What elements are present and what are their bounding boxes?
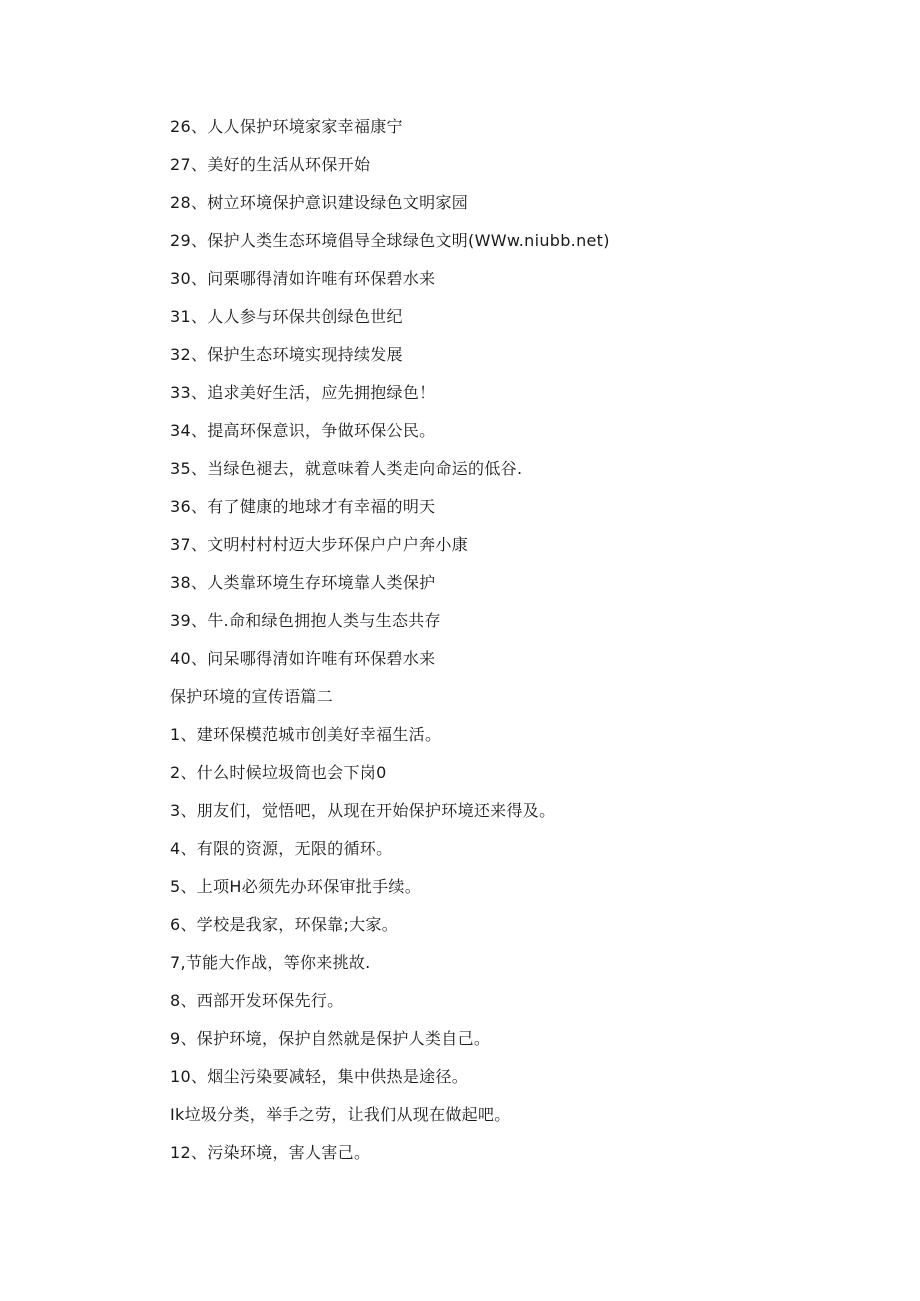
- slogan-item: 37、文明村村村迈大步环保户户户奔小康: [170, 535, 469, 554]
- slogan-item: 40、问呆哪得清如许唯有环保碧水来: [170, 649, 436, 668]
- slogan-item: 1、建环保模范城市创美好幸福生活。: [170, 725, 442, 744]
- slogan-item: 33、追求美好生活，应先拥抱绿色！: [170, 383, 436, 402]
- slogan-item: 4、有限的资源，无限的循环。: [170, 839, 393, 858]
- slogan-item: 7,节能大作战，等你来挑故.: [170, 953, 371, 972]
- slogan-item: 28、树立环境保护意识建设绿色文明家园: [170, 193, 469, 212]
- slogan-item: 9、保护环境，保护自然就是保护人类自己。: [170, 1029, 491, 1048]
- slogan-item: 5、上项H必须先办环保审批手续。: [170, 877, 422, 896]
- slogan-item: 26、人人保护环境家家幸福康宁: [170, 117, 403, 136]
- slogan-item: 36、有了健康的地球才有幸福的明天: [170, 497, 436, 516]
- slogan-item: 39、牛.命和绿色拥抱人类与生态共存: [170, 611, 441, 630]
- slogan-list: [170, 114, 810, 1178]
- slogan-item: 31、人人参与环保共创绿色世纪: [170, 307, 403, 326]
- slogan-item: 3、朋友们，觉悟吧，从现在开始保护环境还来得及。: [170, 801, 556, 820]
- slogan-item: 12、污染环境，害人害己。: [170, 1143, 371, 1162]
- slogan-item: 2、什么时候垃圾筒也会下岗0: [170, 763, 387, 782]
- slogan-item: 32、保护生态环境实现持续发展: [170, 345, 403, 364]
- slogan-item: 29、保护人类生态环境倡导全球绿色文明(WWw.niubb.net): [170, 231, 610, 250]
- slogan-item: 10、烟尘污染要减轻，集中供热是途径。: [170, 1067, 469, 1086]
- slogan-item: 27、美好的生活从环保开始: [170, 155, 371, 174]
- slogan-item: 8、西部开发环保先行。: [170, 991, 344, 1010]
- section-heading: 保护环境的宣传语篇二: [170, 687, 334, 706]
- slogan-item: 30、问栗哪得清如许唯有环保碧水来: [170, 269, 436, 288]
- slogan-item: Ik垃圾分类，举手之劳，让我们从现在做起吧。: [170, 1105, 511, 1124]
- slogan-item: 34、提高环保意识，争做环保公民。: [170, 421, 436, 440]
- slogan-item: 6、学校是我家，环保靠;大家。: [170, 915, 399, 934]
- slogan-item: 38、人类靠环境生存环境靠人类保护: [170, 573, 436, 592]
- slogan-item: 35、当绿色褪去，就意味着人类走向命运的低谷.: [170, 459, 523, 478]
